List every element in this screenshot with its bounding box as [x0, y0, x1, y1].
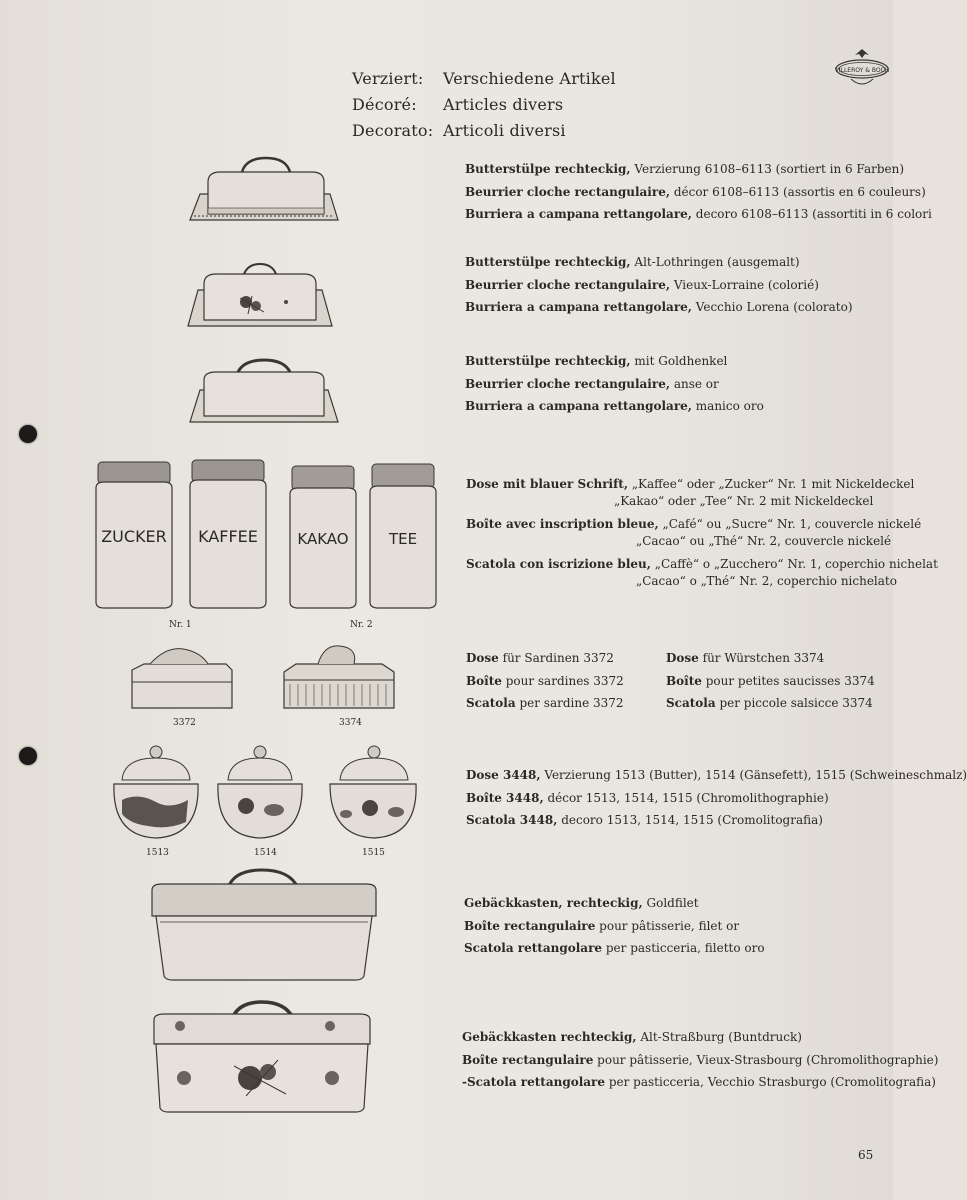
item-5-left-line-2-text: pour sardines 3372: [501, 673, 624, 688]
item-5-right-line-3-text: per piccole salsicce 3374: [715, 696, 873, 710]
jar-kaffee: [190, 460, 266, 608]
item-4-description: [466, 476, 938, 590]
jar-tee: [370, 464, 436, 608]
item-3-line-2-bold: Beurrier cloche rectangulaire,: [465, 376, 671, 391]
item-1-line-3-text: decoro 6108–6113 (assortiti in 6 colori: [691, 207, 932, 221]
item-5-left-line-1-bold: Dose: [466, 651, 499, 665]
item-5-right-line-3-bold: Scatola: [666, 696, 716, 710]
caption-1514: 1514: [254, 848, 277, 858]
item-1-description: [465, 158, 932, 226]
item-3-description: [465, 350, 764, 418]
caption-1515: 1515: [362, 848, 385, 858]
caption-3374: 3374: [339, 718, 362, 728]
item-3-line-2-text: anse or: [670, 376, 719, 391]
item-4-line-5-bold: Scatola con iscrizione bleu,: [466, 557, 651, 571]
logo-text: VILLEROY & BOCH: [834, 67, 890, 74]
item-7-line-1-text: Goldfilet: [642, 896, 699, 910]
item-6-line-1-bold: Dose 3448,: [466, 768, 541, 782]
villeroy-boch-logo: [835, 45, 889, 93]
item-2-line-2-bold: Beurrier cloche rectangulaire,: [465, 277, 671, 292]
item-5-left-line-3-text: per sardine 3372: [515, 696, 624, 710]
decorated-pots-image: [108, 740, 422, 844]
item-5-left-line-2-bold: Boîte: [466, 673, 502, 688]
item-2-line-3-bold: Burriera a campana rettangolare,: [465, 300, 692, 314]
item-4-line-3-bold: Boîte avec inscription bleue,: [466, 517, 659, 531]
item-4-line-6-text: „Cacao“ o „Thé“ Nr. 2, coperchio nichelato: [636, 574, 897, 588]
butter-dish-gold-handle-image: [188, 358, 340, 428]
binder-hole-bottom: [19, 747, 37, 765]
jar-label-kaffee: KAFFEE: [198, 527, 258, 546]
item-2-description: [465, 251, 853, 319]
item-2-line-1-text: Alt-Lothringen (ausgemalt): [630, 255, 800, 269]
item-7-line-2-bold: Boîte rectangulaire: [464, 918, 596, 933]
header-text-de: Verschiedene Artikel: [443, 69, 616, 88]
item-3-line-1-bold: Butterstülpe rechteckig,: [465, 354, 631, 368]
item-8-line-3-bold: -Scatola rettangolare: [462, 1075, 606, 1089]
item-5-description-left: [466, 647, 624, 715]
header-text-it: Articoli diversi: [443, 121, 566, 140]
item-8-description: [462, 1026, 938, 1094]
item-6-line-3-text: decoro 1513, 1514, 1515 (Cromolitografia): [557, 813, 823, 827]
butter-dish-decor-image: [186, 152, 342, 228]
item-6-line-2-bold: Boîte 3448,: [466, 790, 544, 805]
pastry-box-gold-filet-image: [148, 866, 380, 984]
item-5-description-right: [666, 647, 875, 715]
item-4-line-1-bold: Dose mit blauer Schrift,: [466, 477, 628, 491]
item-8-line-1-text: Alt-Straßburg (Buntdruck): [636, 1030, 802, 1044]
item-6-line-1-text: Verzierung 1513 (Butter), 1514 (Gänsefett), 1515 (Schweineschmalz): [540, 768, 967, 782]
header-label-fr: Décoré:: [352, 95, 417, 114]
item-3-line-1-text: mit Goldhenkel: [630, 354, 728, 368]
jar-kakao: [290, 466, 356, 608]
item-3-line-3-bold: Burriera a campana rettangolare,: [465, 399, 692, 413]
item-5-left-line-3-bold: Scatola: [466, 696, 516, 710]
caption-3372: 3372: [173, 718, 196, 728]
jar-caption-nr2: Nr. 2: [350, 620, 373, 630]
jar-label-tee: TEE: [388, 530, 418, 548]
sardine-boxes-image: [128, 642, 398, 716]
caption-1513: 1513: [146, 848, 169, 858]
pastry-box-alt-strassburg-image: [150, 996, 376, 1116]
item-7-description: [464, 892, 765, 960]
jar-label-zucker: ZUCKER: [101, 527, 167, 546]
pot-1514: [218, 746, 302, 838]
header-text-fr: Articles divers: [443, 95, 564, 114]
binder-hole-top: [19, 425, 37, 443]
header-label-de: Verziert:: [352, 69, 424, 88]
box-3372: [132, 649, 232, 708]
item-4-line-3-text: „Café“ ou „Sucre“ Nr. 1, couvercle nickelé: [658, 517, 922, 531]
item-7-line-1-bold: Gebäckkasten, rechteckig,: [464, 896, 643, 910]
box-3374: [284, 646, 394, 708]
page-number: 65: [858, 1148, 874, 1162]
item-3-line-3-text: manico oro: [691, 399, 764, 413]
page-header: [352, 66, 616, 144]
item-2-line-2-text: Vieux-Lorraine (colorié): [670, 277, 819, 292]
butter-dish-alt-lothringen-image: [186, 262, 334, 334]
header-label-it: Decorato:: [352, 121, 434, 140]
item-1-line-1-text: Verzierung 6108–6113 (sortiert in 6 Farben): [630, 162, 905, 176]
item-7-line-3-text: per pasticceria, filetto oro: [602, 941, 765, 955]
item-4-line-5-text: „Caffè“ o „Zucchero“ Nr. 1, coperchio nichelat: [650, 557, 938, 571]
jar-label-kakao: KAKAO: [297, 530, 349, 548]
canister-jars-image: [94, 458, 440, 632]
pot-1513: [114, 746, 198, 838]
item-8-line-1-bold: Gebäckkasten rechteckig,: [462, 1030, 637, 1044]
item-4-line-1-text: „Kaffee“ oder „Zucker“ Nr. 1 mit Nickeldeckel: [628, 477, 915, 491]
item-8-line-3-text: per pasticceria, Vecchio Strasburgo (Cromolitografia): [605, 1075, 936, 1089]
item-6-line-2-text: décor 1513, 1514, 1515 (Chromolithographie): [543, 790, 829, 805]
item-6-description: [466, 764, 967, 832]
item-5-right-line-1-bold: Dose: [666, 651, 699, 665]
item-4-line-2-text: „Kakao“ oder „Tee“ Nr. 2 mit Nickeldeckel: [614, 494, 874, 508]
item-8-line-2-text: pour pâtisserie, Vieux-Strasbourg (Chromolithographie): [593, 1052, 939, 1067]
item-6-line-3-bold: Scatola 3448,: [466, 813, 558, 827]
item-2-line-1-bold: Butterstülpe rechteckig,: [465, 255, 631, 269]
jar-caption-nr1: Nr. 1: [169, 620, 192, 630]
item-2-line-3-text: Vecchio Lorena (colorato): [691, 300, 853, 314]
item-8-line-2-bold: Boîte rectangulaire: [462, 1052, 594, 1067]
item-1-line-1-bold: Butterstülpe rechteckig,: [465, 162, 631, 176]
jar-zucker: [96, 462, 172, 608]
item-1-line-3-bold: Burriera a campana rettangolare,: [465, 207, 692, 221]
pot-1515: [330, 746, 416, 838]
item-5-right-line-1-text: für Würstchen 3374: [698, 651, 825, 665]
item-7-line-2-text: pour pâtisserie, filet or: [595, 918, 740, 933]
item-7-line-3-bold: Scatola rettangolare: [464, 941, 603, 955]
item-4-line-4-text: „Cacao“ ou „Thé“ Nr. 2, couvercle nickelé: [636, 534, 892, 548]
item-5-right-line-2-bold: Boîte: [666, 673, 702, 688]
item-5-right-line-2-text: pour petites saucisses 3374: [701, 673, 875, 688]
item-1-line-2-text: décor 6108–6113 (assortis en 6 couleurs): [670, 184, 926, 199]
item-1-line-2-bold: Beurrier cloche rectangulaire,: [465, 184, 671, 199]
item-5-left-line-1-text: für Sardinen 3372: [498, 651, 614, 665]
